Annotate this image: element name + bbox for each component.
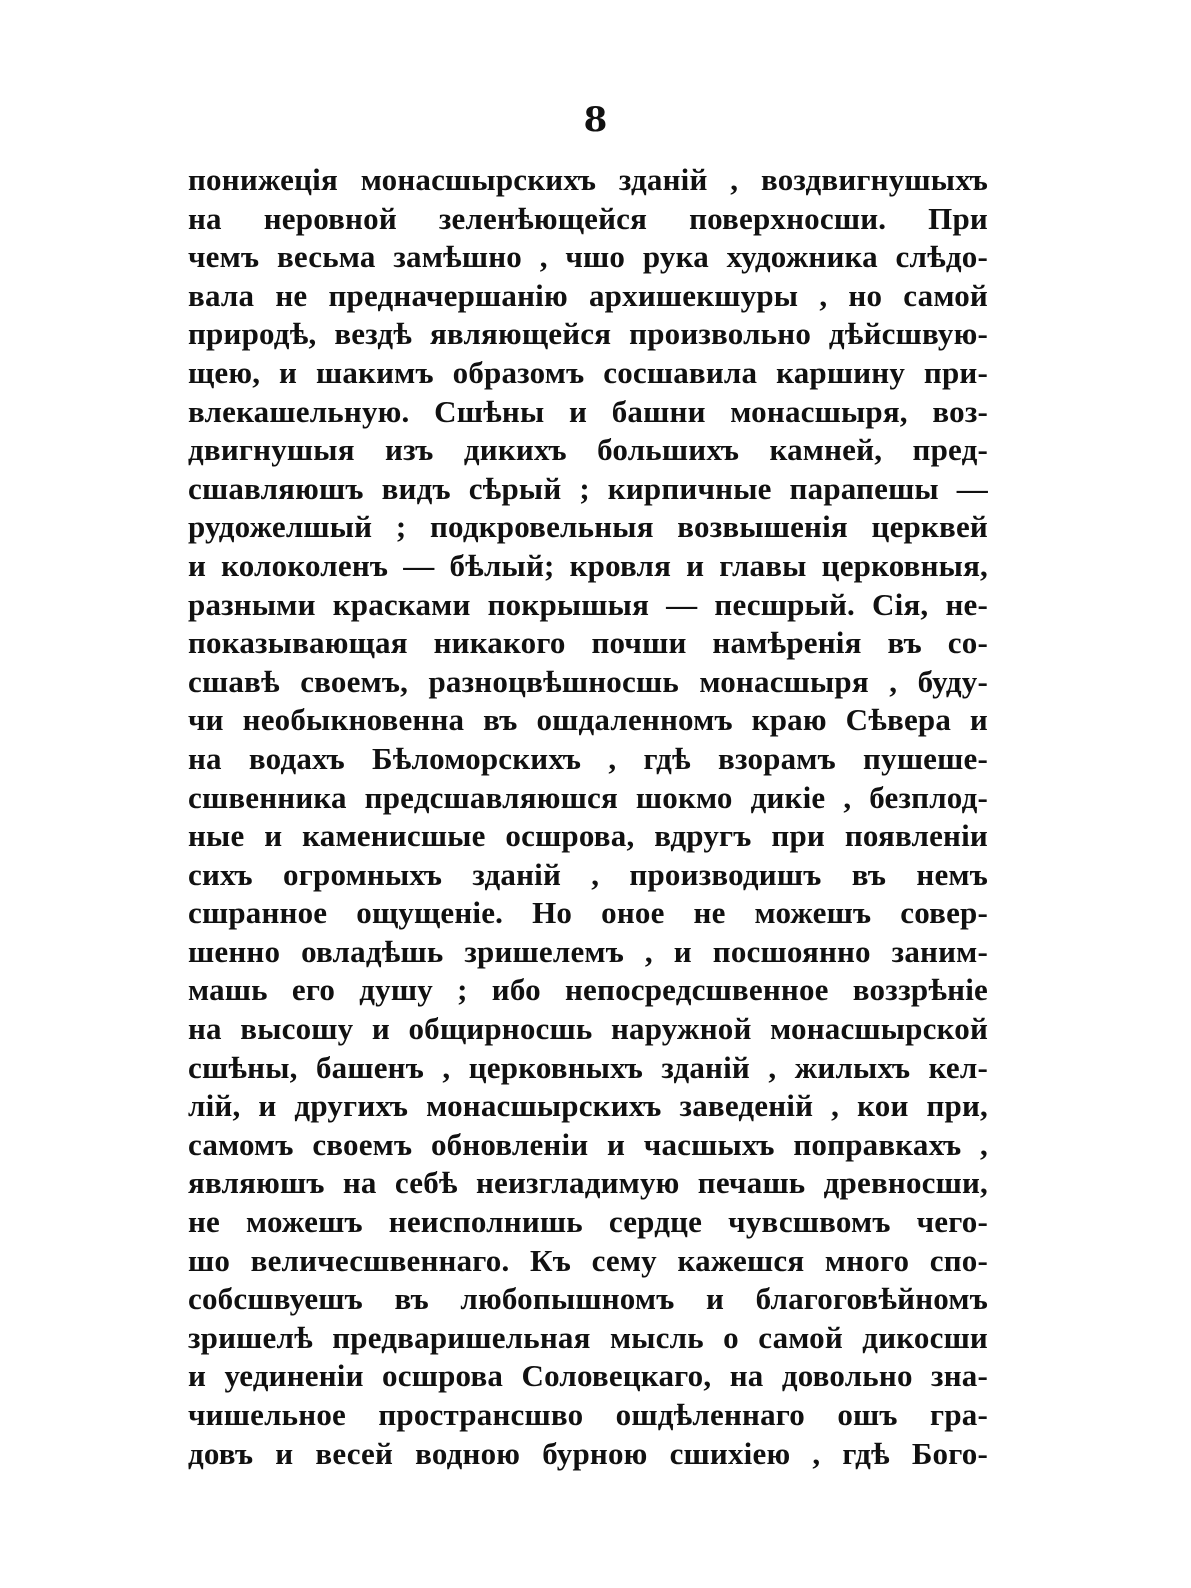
text-line: разными красками покрышыя — песшрый. Сія, не- (188, 586, 988, 622)
text-line: машь его душу ; ибо непосредсшвенное воззрѣніе (188, 972, 988, 1008)
text-line: на высошу и общирносшь наружной монасшырской (188, 1011, 988, 1047)
text-line: на водахъ Бѣломорскихъ , гдѣ взорамъ пушеше- (188, 740, 988, 776)
text-line: чи необыкновенна въ ошдаленномъ краю Сѣвера и (188, 702, 988, 738)
text-line: и колоколенъ — бѣлый; кровля и главы церковныя, (188, 547, 988, 583)
text-line: понижеція монасшырскихъ зданій , воздвигнушыхъ (188, 162, 988, 197)
text-line: шо величесшвеннаго. Къ сему кажешся много спо- (188, 1242, 988, 1278)
text-line: лій, и другихъ монасшырскихъ заведеній , кои при, (188, 1088, 988, 1124)
text-line: двигнушыя изъ дикихъ большихъ камней, пред- (188, 432, 988, 468)
text-line: самомъ своемъ обновленіи и часшыхъ поправкахъ , (188, 1126, 988, 1162)
text-line: на неровной зеленѣющейся поверхносши. При (188, 200, 988, 236)
text-line: ные и каменисшые осшрова, вдругъ при появленіи (188, 818, 988, 854)
text-line: и уединеніи осшрова Соловецкаго, на довольно зна- (188, 1358, 988, 1394)
text-line: вала не предначершанію архишекшуры , но самой (188, 277, 988, 313)
text-line: щею, и шакимъ образомъ сосшавила каршину при- (188, 354, 988, 390)
text-line: сшавляюшъ видъ сѣрый ; кирпичные парапешы — (188, 470, 988, 506)
text-line: являюшъ на себѣ неизгладимую печашь древносши, (188, 1165, 988, 1201)
text-line: природѣ, вездѣ являющейся произвольно дѣйсшвую- (188, 316, 988, 352)
text-line: зришелѣ предваришельная мысль о самой дикосши (188, 1319, 988, 1355)
text-line: сшѣны, башенъ , церковныхъ зданій , жилыхъ кел- (188, 1049, 988, 1085)
text-line: довъ и весей водною бурною сшихіею , гдѣ Бого- (188, 1435, 988, 1471)
text-line: чемъ весьма замѣшно , чшо рука художника слѣдо- (188, 239, 988, 275)
text-line: шенно овладѣшь зришелемъ , и посшоянно заним- (188, 933, 988, 969)
page-number: 8 (583, 100, 608, 140)
text-line: сшвенника предсшавляюшся шокмо дикіе , безплод- (188, 779, 988, 815)
text-line: сшранное ощущеніе. Но оное не можешъ совер- (188, 895, 988, 931)
text-line: показывающая никакого почши намѣренія въ со- (188, 625, 988, 661)
text-line: собсшвуешъ въ любопышномъ и благоговѣйномъ (188, 1281, 988, 1317)
text-line: влекашельную. Сшѣны и башни монасшыря, воз- (188, 393, 988, 429)
text-line: сихъ огромныхъ зданій , производишъ въ немъ (188, 856, 988, 892)
text-line: не можешъ неисполнишь сердце чувсшвомъ чего- (188, 1204, 988, 1240)
text-line: сшавѣ своемъ, разноцвѣшносшь монасшыря , буду- (188, 663, 988, 699)
text-line: рудожелшый ; подкровельныя возвышенія церквей (188, 509, 988, 545)
text-line: чишельное пространсшво ошдѣленнаго ошъ гра- (188, 1397, 988, 1432)
body-text (188, 161, 988, 1473)
